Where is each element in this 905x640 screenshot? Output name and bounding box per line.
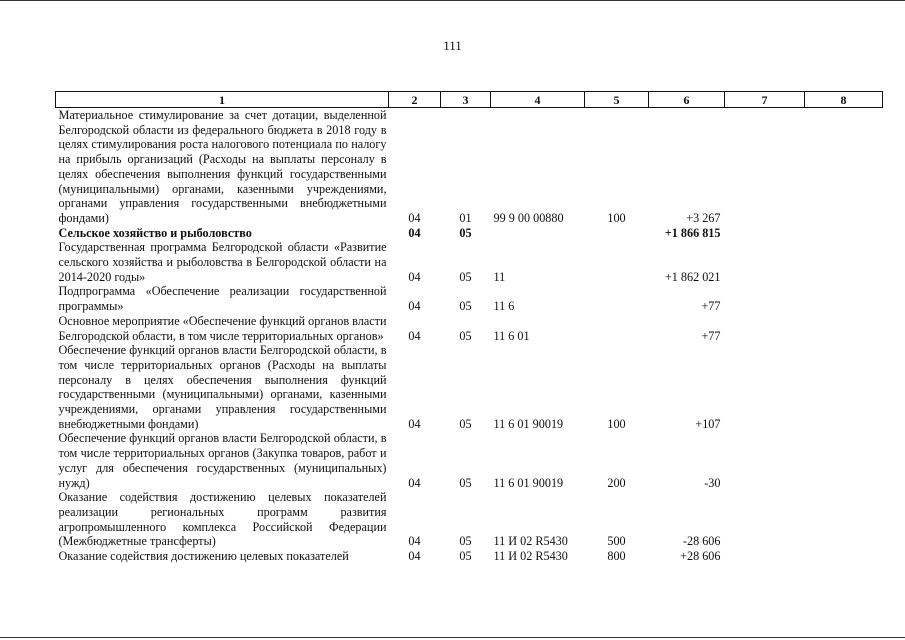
row-subsection: 05 [459, 534, 472, 549]
row-col-7 [725, 284, 805, 313]
row-target-item: 99 9 00 00880 [493, 210, 564, 225]
table-row [56, 343, 883, 431]
row-col-8 [805, 226, 883, 241]
row-subsection: 05 [459, 299, 472, 314]
header-col-6: 6 [649, 92, 725, 108]
row-target-item: 11 [493, 269, 506, 284]
row-subsection: 05 [459, 416, 472, 431]
row-amount: +77 [701, 328, 721, 343]
row-col-8 [805, 343, 883, 431]
row-amount: +77 [701, 299, 721, 314]
row-section: 04 [408, 416, 421, 431]
row-amount: +28 606 [680, 549, 721, 564]
row-amount: +1 862 021 [664, 269, 721, 284]
row-col-8 [805, 431, 883, 490]
header-col-4: 4 [491, 92, 585, 108]
row-subsection: 05 [459, 225, 472, 240]
row-col-8 [805, 490, 883, 549]
header-col-2: 2 [389, 92, 441, 108]
row-description: Обеспечение функций органов власти Белгородской области, в том числе территориальных органов (Закупка товаров, работ и услуг для обеспечения государственных (муниципальных) нужд) [58, 431, 387, 490]
row-target-item: 11 И 02 R5430 [493, 549, 568, 564]
row-subsection: 05 [459, 475, 472, 490]
row-target-item: 11 6 01 90019 [493, 416, 564, 431]
header-row [56, 92, 883, 108]
row-section: 04 [408, 534, 421, 549]
header-col-1: 1 [56, 92, 389, 108]
table-row [56, 240, 883, 284]
row-section: 04 [408, 549, 421, 564]
row-expense-type: 200 [607, 475, 626, 490]
row-expense-type: 800 [607, 549, 626, 564]
table-row [56, 314, 883, 343]
row-expense-type [585, 284, 649, 313]
row-amount: +1 866 815 [664, 225, 721, 240]
bottom-edge-line [0, 637, 905, 638]
row-amount: +107 [695, 416, 721, 431]
row-col-7 [725, 343, 805, 431]
row-description: Оказание содействия достижению целевых показателей [58, 549, 349, 564]
row-subsection: 05 [459, 328, 472, 343]
row-section: 04 [408, 299, 421, 314]
row-section: 04 [408, 475, 421, 490]
header-col-8: 8 [805, 92, 883, 108]
table-row [56, 108, 883, 226]
row-col-7 [725, 431, 805, 490]
row-target-item: 11 6 01 [493, 328, 530, 343]
header-col-3: 3 [441, 92, 491, 108]
table-row [56, 490, 883, 549]
row-description: Обеспечение функций органов власти Белгородской области, в том числе территориальных органов (Расходы на выплаты персоналу в целях обеспечения выполнения функций государственными (муниципальными) органами, казенными учреждениями, органами управления государственными внебюджетными фондами) [58, 343, 387, 431]
row-col-8 [805, 240, 883, 284]
row-expense-type [585, 226, 649, 241]
row-amount: -28 606 [682, 534, 721, 549]
row-col-7 [725, 490, 805, 549]
row-expense-type: 100 [607, 416, 626, 431]
row-col-7 [725, 240, 805, 284]
row-target-item: 11 6 [493, 299, 515, 314]
row-expense-type [585, 240, 649, 284]
table-row [56, 226, 883, 241]
row-description: Материальное стимулирование за счет дотации, выделенной Белгородской области из федерального бюджета в 2018 году в целях стимулирования роста налогового потенциала по налогу на прибыль организаций (Расходы на выплаты персоналу в целях обеспечения выполнения функций государственными (муниципальными) органами, казенными учреждениями, органами управления государственными внебюджетными фондами) [58, 108, 387, 225]
row-description: Подпрограмма «Обеспечение реализации государственной программы» [58, 284, 387, 314]
row-section: 04 [408, 328, 421, 343]
row-col-7 [725, 549, 805, 564]
row-col-8 [805, 284, 883, 313]
row-col-7 [725, 108, 805, 226]
row-expense-type: 100 [607, 210, 626, 225]
table-row [56, 431, 883, 490]
row-expense-type: 500 [607, 534, 626, 549]
row-section: 04 [408, 225, 421, 240]
row-description: Основное мероприятие «Обеспечение функций органов власти Белгородской области, в том числе территориальных органов» [58, 313, 387, 343]
budget-table [55, 91, 883, 564]
row-amount: +3 267 [686, 210, 721, 225]
page-number: 111 [443, 38, 462, 53]
row-expense-type [585, 314, 649, 343]
row-col-7 [725, 226, 805, 241]
row-subsection: 01 [459, 210, 472, 225]
top-edge-line [0, 0, 905, 1]
row-section: 04 [408, 269, 421, 284]
header-col-7: 7 [725, 92, 805, 108]
row-description: Государственная программа Белгородской области «Развитие сельского хозяйства и рыболовства в Белгородской области на 2014-2020 годы» [58, 240, 387, 284]
row-subsection: 05 [459, 269, 472, 284]
row-col-8 [805, 549, 883, 564]
row-target-item [491, 226, 585, 241]
row-description: Сельское хозяйство и рыболовство [58, 225, 252, 240]
row-col-8 [805, 314, 883, 343]
row-amount: -30 [704, 475, 721, 490]
row-section: 04 [408, 210, 421, 225]
row-col-7 [725, 314, 805, 343]
row-target-item: 11 6 01 90019 [493, 475, 564, 490]
header-col-5: 5 [585, 92, 649, 108]
row-description: Оказание содействия достижению целевых показателей реализации региональных программ развития агропромышленного комплекса Российской Федерации (Межбюджетные трансферты) [58, 490, 387, 549]
table-row [56, 284, 883, 313]
table-row [56, 549, 883, 564]
row-col-8 [805, 108, 883, 226]
row-subsection: 05 [459, 549, 472, 564]
row-target-item: 11 И 02 R5430 [493, 534, 568, 549]
